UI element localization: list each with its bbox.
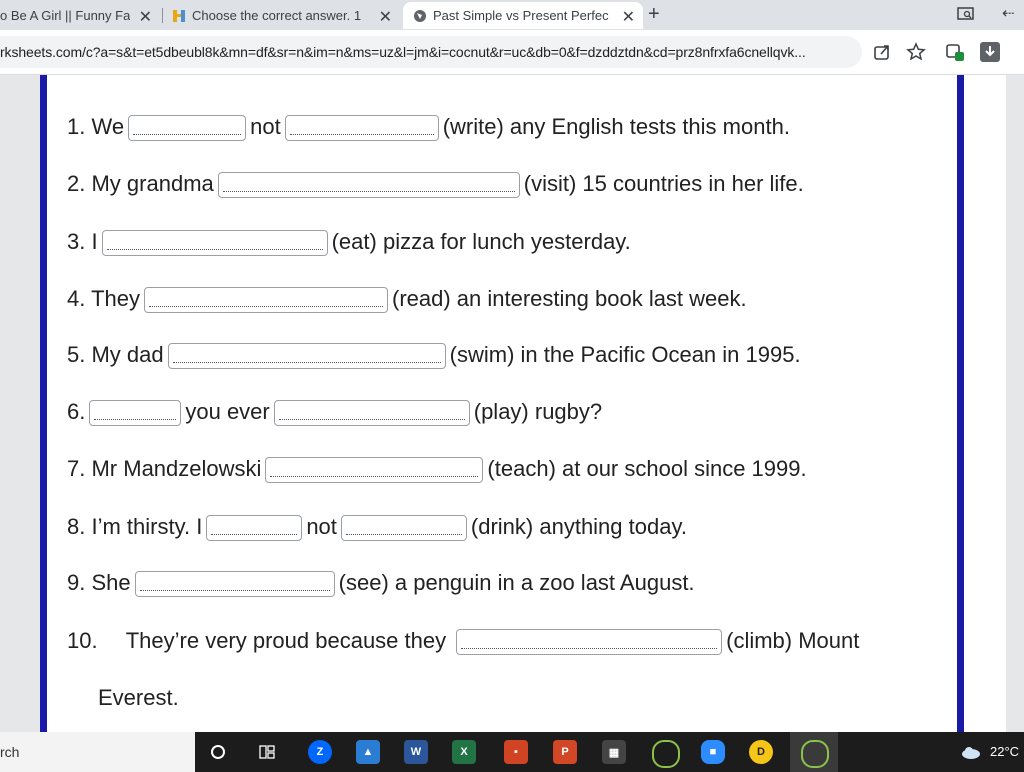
- question-text: (swim) in the Pacific Ocean in 1995.: [449, 342, 801, 367]
- download-icon[interactable]: [980, 42, 1000, 62]
- answer-input[interactable]: [135, 571, 335, 597]
- question-text: Mr Mandzelowski: [91, 456, 262, 481]
- question-text: She: [91, 570, 131, 595]
- question-text: (visit) 15 countries in her life.: [523, 171, 804, 196]
- question-number: 2.: [67, 171, 86, 196]
- tab-title: o Be A Girl || Funny Fa: [0, 8, 130, 23]
- question-text: We: [91, 114, 125, 139]
- question-text: (read) an interesting book last week.: [392, 286, 747, 311]
- network-app-icon[interactable]: ▪: [504, 740, 528, 764]
- question-9: [67, 569, 695, 597]
- question-text: (write) any English tests this month.: [442, 114, 790, 139]
- question-text: They: [91, 286, 140, 311]
- question-text: I’m thirsty. I: [91, 514, 203, 539]
- search-text: rch: [0, 744, 20, 760]
- tab-divider: [162, 8, 163, 23]
- tab-past-simple[interactable]: [403, 2, 643, 29]
- tab-choose-answer[interactable]: [168, 2, 400, 29]
- question-10-continued: [98, 684, 179, 712]
- answer-input[interactable]: [456, 629, 722, 655]
- word-icon[interactable]: W: [404, 740, 428, 764]
- question-3: [67, 228, 631, 256]
- question-text: My grandma: [91, 171, 214, 196]
- zalo-icon[interactable]: Z: [308, 740, 332, 764]
- browser-toolbar: [0, 30, 1024, 75]
- question-text: (see) a penguin in a zoo last August.: [338, 570, 695, 595]
- powerpoint-icon[interactable]: P: [553, 740, 577, 764]
- globe-icon: [413, 9, 427, 23]
- answer-input[interactable]: [285, 115, 439, 141]
- question-text: I: [91, 229, 98, 254]
- photos-icon[interactable]: ▲: [356, 740, 380, 764]
- tab-search-icon[interactable]: [956, 5, 976, 23]
- question-number: 4.: [67, 286, 86, 311]
- tab-strip: [0, 0, 1024, 30]
- close-icon[interactable]: ✕: [378, 9, 392, 26]
- question-text: (climb) Mount: [726, 628, 860, 653]
- chrome-canary-active-icon[interactable]: [801, 740, 829, 768]
- scrollbar[interactable]: [1006, 75, 1024, 732]
- page-margin: [964, 75, 1006, 732]
- question-7: [67, 455, 807, 483]
- question-number: 8.: [67, 514, 86, 539]
- address-bar[interactable]: [0, 36, 862, 68]
- question-10: [67, 627, 859, 655]
- chat-app-icon[interactable]: D: [749, 740, 773, 764]
- question-text: (eat) pizza for lunch yesterday.: [331, 229, 631, 254]
- question-number: 3.: [67, 229, 86, 254]
- answer-input[interactable]: [128, 115, 246, 141]
- answer-input[interactable]: [274, 400, 470, 426]
- question-text: Everest.: [98, 685, 179, 710]
- question-number: 1.: [67, 114, 86, 139]
- bookmark-star-icon[interactable]: [906, 42, 926, 62]
- answer-input[interactable]: [206, 515, 302, 541]
- question-number: 10.: [67, 628, 98, 653]
- share-icon[interactable]: [872, 42, 892, 62]
- taskbar-search[interactable]: [0, 732, 195, 772]
- temperature-text: 22°C: [990, 744, 1020, 759]
- question-text: not: [250, 114, 281, 139]
- answer-input[interactable]: [341, 515, 467, 541]
- question-6: [67, 398, 602, 426]
- url-text[interactable]: rksheets.com/c?a=s&t=et5dbeubl8k&mn=df&sr=n&im=n&ms=uz&l=jm&i=cocnut&r=uc&db=0&f=dzddztdn&cd=prz8nfrxfa6cnellqvk...: [0, 44, 806, 60]
- calculator-icon[interactable]: ▦: [602, 740, 626, 764]
- close-icon[interactable]: ✕: [621, 9, 635, 26]
- close-icon[interactable]: ✕: [138, 9, 152, 26]
- question-text: (play) rugby?: [473, 399, 603, 424]
- tab-title: Choose the correct answer. 1: [192, 8, 362, 23]
- back-arrow-icon[interactable]: ⇠: [1002, 5, 1015, 22]
- question-number: 7.: [67, 456, 86, 481]
- answer-input[interactable]: [265, 457, 483, 483]
- question-number: 6.: [67, 399, 86, 424]
- question-text: (teach) at our school since 1999.: [487, 456, 807, 481]
- question-text: They’re very proud because they: [125, 628, 447, 653]
- question-4: [67, 285, 747, 313]
- question-number: 9.: [67, 570, 86, 595]
- answer-input[interactable]: [89, 400, 181, 426]
- question-8: [67, 513, 687, 541]
- worksheet: [40, 75, 964, 732]
- page-viewport: [0, 75, 1024, 732]
- question-5: [67, 341, 801, 369]
- new-tab-button[interactable]: +: [648, 3, 660, 25]
- answer-input[interactable]: [144, 287, 388, 313]
- weather-widget[interactable]: [960, 744, 1019, 759]
- question-number: 5.: [67, 342, 86, 367]
- answer-input[interactable]: [102, 230, 328, 256]
- answer-input[interactable]: [168, 343, 446, 369]
- worksheet-favicon-icon: [172, 9, 186, 23]
- cloud-icon: [960, 745, 982, 759]
- question-2: [67, 170, 804, 198]
- tab-title: Past Simple vs Present Perfec: [433, 8, 609, 23]
- question-text: you ever: [185, 399, 270, 424]
- taskbar: [0, 732, 1024, 772]
- excel-icon[interactable]: X: [452, 740, 476, 764]
- question-text: not: [306, 514, 337, 539]
- tab-funny[interactable]: [0, 2, 160, 29]
- question-1: [67, 113, 790, 141]
- zoom-icon[interactable]: ■: [701, 740, 725, 764]
- task-view-icon[interactable]: [258, 743, 276, 761]
- question-text: My dad: [91, 342, 164, 367]
- answer-input[interactable]: [218, 172, 520, 198]
- cortana-icon[interactable]: [210, 744, 226, 760]
- question-text: (drink) anything today.: [470, 514, 687, 539]
- extension-icon[interactable]: [945, 42, 965, 62]
- chrome-canary-icon[interactable]: [652, 740, 680, 768]
